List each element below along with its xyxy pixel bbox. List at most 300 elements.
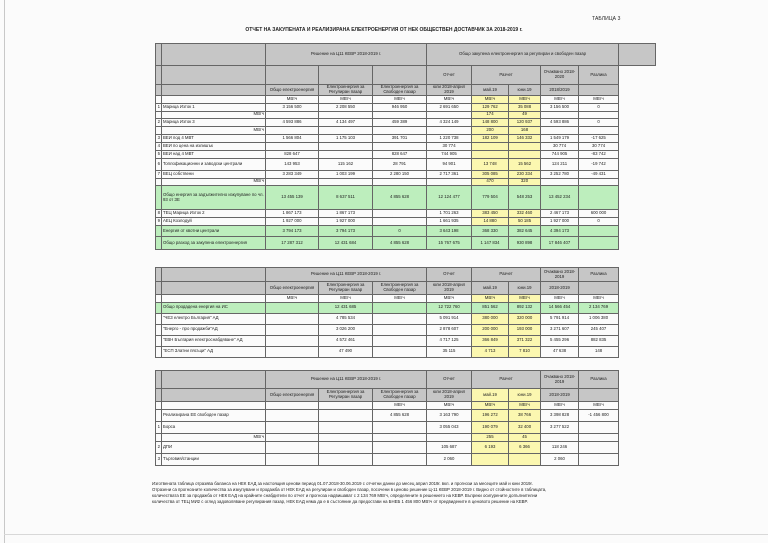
cell [373, 127, 427, 135]
table-row [156, 441, 656, 453]
regulated-value: 2 208 550 [319, 103, 373, 111]
cell [266, 409, 319, 421]
table-row [156, 186, 656, 210]
cell [373, 178, 427, 186]
table-row [156, 111, 656, 119]
note-line: количествата ЕЕ за продажба от НЕК ЕАД на крайните снабдители по отчет и прогноза надвишават с 2 134 769 МВтч, определените в решението на КЕВР. Въпреки осигурените допълнителни [152, 493, 538, 498]
purchased-energy-table [155, 43, 656, 250]
jun-value: 7 810 [509, 346, 541, 357]
may-value [472, 142, 509, 150]
cell [373, 346, 427, 357]
cell [266, 302, 319, 313]
free-value: 0 [373, 226, 427, 237]
jun-value: 168 [509, 127, 541, 135]
row-index: 3 [156, 134, 162, 142]
decision-header: Решение на Ц11 КЕВР 2018-2019 г. [266, 44, 427, 66]
expected-value: 14 566 454 [541, 302, 579, 313]
jun-value: 50 185 [509, 218, 541, 226]
expected-value: 3 252 780 [541, 170, 579, 178]
cell [373, 111, 427, 119]
regulated-value: 4 134 497 [319, 119, 373, 127]
may-value: 14 880 [472, 218, 509, 226]
diff-header: Разлика [579, 268, 619, 282]
row-name: ВЕИ над 4 МВТ [162, 150, 266, 158]
may-value: 305 085 [472, 170, 509, 178]
total-value: 3 156 500 [266, 103, 319, 111]
table-row [156, 237, 656, 250]
calc-header: Разчет [472, 371, 541, 389]
col-free: Електроенергия за Свободен пазар [373, 85, 427, 96]
table-row [156, 103, 656, 111]
cell [266, 335, 319, 346]
unit-label: МВтч [266, 295, 319, 303]
table-row [156, 210, 656, 218]
unit-label: МВтч [427, 402, 472, 410]
col-total: Общо електроенергия [266, 389, 319, 402]
expected-header: Очаквано 2018-2019 [541, 268, 579, 282]
unit-label: МВтч [266, 96, 319, 104]
unit-label: МВтч [373, 96, 427, 104]
expected-value: 47 638 [541, 346, 579, 357]
diff-value [579, 453, 619, 465]
regulated-value: 8 637 511 [319, 186, 373, 210]
row-name: Енергия от квотни централи [162, 226, 266, 237]
report-value: 12 722 760 [427, 302, 472, 313]
row-name: Реализирана ЕЕ свободен пазар [162, 409, 266, 421]
row-name: Общо разход за закупена електроенергия [162, 237, 266, 250]
cell [541, 111, 579, 119]
diff-value: 2 134 769 [579, 302, 619, 313]
diff-value: -1 456 800 [579, 409, 619, 421]
total-value: 1 566 804 [266, 134, 319, 142]
regulated-value: 4 785 534 [319, 313, 373, 324]
jun-value: 6 366 [509, 441, 541, 453]
row-name: "Енерго - про продажби"АД [162, 324, 266, 335]
regulated-value: 12 431 685 [319, 302, 373, 313]
cell [319, 127, 373, 135]
row-name: "ЧЕЗ електро България" АД [162, 313, 266, 324]
may-value: 255 [472, 433, 509, 441]
jun-value [509, 453, 541, 465]
table-row [156, 453, 656, 465]
may-value: 366 849 [472, 335, 509, 346]
may-value: 200 [472, 127, 509, 135]
expected-value: 3 271 607 [541, 324, 579, 335]
total-value: 17 287 312 [266, 237, 319, 250]
row-index: 1 [156, 421, 162, 433]
may-value: 129 762 [472, 103, 509, 111]
may-value: 200 000 [472, 324, 509, 335]
expected-value: 744 905 [541, 150, 579, 158]
report-header: Отчет [427, 66, 472, 85]
diff-value: 882 835 [579, 335, 619, 346]
free-value: 4 855 628 [373, 237, 427, 250]
unit-label: МВтч [162, 433, 266, 441]
cell [541, 433, 579, 441]
may-value: 4 713 [472, 346, 509, 357]
row-index: 2 [156, 119, 162, 127]
col-may: май.19 [472, 282, 509, 295]
unit-label: МВтч [162, 127, 266, 135]
jun-value: 320 [509, 178, 541, 186]
may-value: 6 193 [472, 441, 509, 453]
free-value [373, 218, 427, 226]
unit-label: МВтч [579, 96, 619, 104]
diff-value: -49 431 [579, 170, 619, 178]
may-value: 380 000 [472, 313, 509, 324]
regulated-value: 3 794 173 [319, 226, 373, 237]
cell [427, 127, 472, 135]
total-value [266, 142, 319, 150]
diff-value: 148 [579, 346, 619, 357]
row-index: 4 [156, 142, 162, 150]
free-value [373, 142, 427, 150]
note-line: Изготвената таблица отразява баланса на НЕК ЕАД за настоящия ценови период 01.07.2018-30.06.2019 с отчетни данни до месец април 2019г. вкл. и прогнози за месеците май и юни 2019г. [152, 481, 533, 486]
report-value: 3 055 043 [427, 421, 472, 433]
col-free: Електроенергия за Свободен пазар [373, 282, 427, 295]
cell [266, 421, 319, 433]
report-value: 1 220 738 [427, 134, 472, 142]
total-value: 13 455 139 [266, 186, 319, 210]
table-row [156, 324, 656, 335]
table-row [156, 335, 656, 346]
diff-value: 0 [579, 103, 619, 111]
table-row [156, 150, 656, 158]
may-value: 470 [472, 178, 509, 186]
row-name: Общо енергия за задължително изкупуване по чл. 93 от ЗЕ [162, 186, 266, 210]
may-value: 13 748 [472, 158, 509, 170]
may-value: 851 562 [472, 302, 509, 313]
report-value: 35 115 [427, 346, 472, 357]
calc-header: Разчет [472, 268, 541, 282]
page-edge-bottom [4, 534, 768, 535]
report-value: 30 774 [427, 142, 472, 150]
expected-value: 4 394 173 [541, 226, 579, 237]
free-value [373, 210, 427, 218]
cell [319, 178, 373, 186]
expected-value: 3 277 522 [541, 421, 579, 433]
col-regulated: Електроенергия за Регулиран пазар [319, 282, 373, 295]
report-value: 94 901 [427, 158, 472, 170]
col-jun: юни.19 [509, 389, 541, 402]
cell [319, 441, 373, 453]
decision-header: Решение на Ц11 КЕВР 2018-2019 г. [266, 371, 427, 389]
may-value: 196 272 [472, 409, 509, 421]
free-market-table [155, 370, 656, 466]
table-number-label: ТАБЛИЦА 3 [592, 16, 621, 22]
diff-value: 1 006 380 [579, 313, 619, 324]
note-line: количества от ТЕЦ МИ2 с оглед задоволяване регулирания пазар, НЕК ЕАД няма да е в състояние да предостави на БНЕБ 1 456 800 МВтч от предвидените в ценовото решение на КЕВР. [152, 499, 528, 504]
free-value: 2 280 150 [373, 170, 427, 178]
sold-energy-table [155, 267, 656, 358]
expected-value: 13 452 234 [541, 186, 579, 210]
report-value: 744 905 [427, 150, 472, 158]
cell [579, 127, 619, 135]
diff-value: -83 742 [579, 150, 619, 158]
jun-value: 45 [509, 433, 541, 441]
row-index: 6 [156, 158, 162, 170]
cell [266, 324, 319, 335]
expected-value: 5 455 296 [541, 335, 579, 346]
col-total: Общо електроенергия [266, 282, 319, 295]
may-value [472, 453, 509, 465]
col-jun: юни.19 [509, 282, 541, 295]
diff-value: -17 625 [579, 134, 619, 142]
cell [579, 111, 619, 119]
may-value [472, 150, 509, 158]
row-index: 8 [156, 210, 162, 218]
diff-value: -19 742 [579, 158, 619, 170]
expected-value: 3 398 828 [541, 409, 579, 421]
unit-label: МВтч [541, 295, 579, 303]
cell [266, 453, 319, 465]
diff-value [579, 186, 619, 210]
col-year: 2018/2019 [541, 85, 579, 96]
jun-value: 35 088 [509, 103, 541, 111]
expected-value: 2 060 [541, 453, 579, 465]
row-name: Марица Изток 1 [162, 103, 266, 111]
row-index: 3 [156, 453, 162, 465]
report-value: 2 878 607 [427, 324, 472, 335]
free-value: 459 389 [373, 119, 427, 127]
table-row [156, 119, 656, 127]
col-free: Електроенергия за Свободен пазар [373, 389, 427, 402]
report-value: 2 060 [427, 453, 472, 465]
cell [373, 302, 427, 313]
diff-value [579, 226, 619, 237]
expected-header: Очаквано 2018-2020 [541, 66, 579, 85]
col-year: 2018-2019 [541, 282, 579, 295]
regulated-value [319, 150, 373, 158]
diff-header: Разлика [579, 371, 619, 389]
diff-header: Разлика [579, 66, 619, 85]
jun-value: 382 645 [509, 226, 541, 237]
jun-value: 371 322 [509, 335, 541, 346]
unit-label: МВтч [319, 96, 373, 104]
expected-value: 1 927 000 [541, 218, 579, 226]
unit-label: МВтч [509, 295, 541, 303]
unit-label: МВтч [162, 111, 266, 119]
total-value: 1 867 173 [266, 210, 319, 218]
col-regulated: Електроенергия за Регулиран пазар [319, 389, 373, 402]
report-value: 3 163 790 [427, 409, 472, 421]
may-value: 190 079 [472, 421, 509, 433]
unit-label: МВтч [579, 402, 619, 410]
cell [373, 313, 427, 324]
may-value: 148 800 [472, 119, 509, 127]
row-index: 5 [156, 150, 162, 158]
regulated-value: 1 175 103 [319, 134, 373, 142]
cell [266, 127, 319, 135]
col-period: юли 2018-април 2019 [427, 282, 472, 295]
report-value: 105 687 [427, 441, 472, 453]
table-row [156, 127, 656, 135]
row-name: Топлофикационни и заводски централи [162, 158, 266, 170]
report-value: 12 124 477 [427, 186, 472, 210]
unit-label: МВтч [541, 402, 579, 410]
regulated-value: 1 003 199 [319, 170, 373, 178]
report-header: Отчет [427, 268, 472, 282]
report-value: 2 717 361 [427, 170, 472, 178]
report-value: 4 717 125 [427, 335, 472, 346]
table-row [156, 409, 656, 421]
jun-value: 230 334 [509, 170, 541, 178]
row-name: Марица Изток 3 [162, 119, 266, 127]
jun-value: 548 253 [509, 186, 541, 210]
document-title: ОТЧЕТ НА ЗАКУПЕНАТА И РЕАЛИЗИРАНА ЕЛЕКТРОЕНЕРГИЯ ОТ НЕК ОБЩЕСТВЕН ДОСТАВЧИК ЗА 2018-2019 г. [245, 27, 523, 33]
row-name: Общо продадена енергия на ИС [162, 302, 266, 313]
unit-label: МВтч [509, 402, 541, 410]
may-value: 779 504 [472, 186, 509, 210]
may-value: 383 450 [472, 210, 509, 218]
expected-value: 30 774 [541, 142, 579, 150]
regulated-value: 12 431 684 [319, 237, 373, 250]
may-value: 1 147 834 [472, 237, 509, 250]
cell [541, 127, 579, 135]
jun-value: 32 400 [509, 421, 541, 433]
expected-header: Очаквано 2018-2019 [541, 371, 579, 389]
free-value [373, 421, 427, 433]
jun-value [509, 142, 541, 150]
unit-label: МВтч [509, 96, 541, 104]
col-may: май.19 [472, 85, 509, 96]
may-value: 182 109 [472, 134, 509, 142]
jun-value: 38 766 [509, 409, 541, 421]
report-value: 15 767 675 [427, 237, 472, 250]
total-value: 4 593 886 [266, 119, 319, 127]
unit-label: МВтч [427, 96, 472, 104]
diff-value: 0 [579, 218, 619, 226]
unit-label: МВтч [472, 96, 509, 104]
table-row [156, 346, 656, 357]
report-value: 4 324 149 [427, 119, 472, 127]
table-row [156, 302, 656, 313]
diff-value: 245 407 [579, 324, 619, 335]
free-value: 28 791 [373, 158, 427, 170]
regulated-value: 4 572 461 [319, 335, 373, 346]
cell [319, 421, 373, 433]
diff-value [579, 421, 619, 433]
row-name: "ЕСП Златни пясъци" АД [162, 346, 266, 357]
row-name: Борса [162, 421, 266, 433]
cell [427, 433, 472, 441]
row-index: 9 [156, 218, 162, 226]
cell [266, 313, 319, 324]
expected-value: 124 211 [541, 158, 579, 170]
table-row [156, 433, 656, 441]
free-value: 828 647 [373, 150, 427, 158]
cell [427, 111, 472, 119]
footnotes [152, 481, 712, 505]
regulated-value: 47 490 [319, 346, 373, 357]
row-index: 1 [156, 103, 162, 111]
cell [266, 433, 319, 441]
table-row [156, 421, 656, 433]
note-line: Отразени са прогнозните количества за изкупуване и продажба от НЕК ЕАД на регулиран и свободен пазар, посочени в ценово решение Ц-11 КЕВР 2018-2019 г. Видно от стойностите в таблицата, [152, 487, 547, 492]
table-row [156, 218, 656, 226]
unit-label: МВтч [541, 96, 579, 104]
expected-value: 17 846 407 [541, 237, 579, 250]
table-row [156, 134, 656, 142]
total-value: 828 647 [266, 150, 319, 158]
unit-label: МВтч [579, 295, 619, 303]
cell [319, 409, 373, 421]
expected-value: 118 246 [541, 441, 579, 453]
unit-label: МВтч [373, 295, 427, 303]
row-name: Търговия/станции [162, 453, 266, 465]
total-value: 3 283 349 [266, 170, 319, 178]
jun-value: 146 332 [509, 134, 541, 142]
row-name: "ЕВН България електроснабдяване" АД [162, 335, 266, 346]
col-period: юли 2018-април 2019 [427, 389, 472, 402]
col-total: Общо електроенергия [266, 85, 319, 96]
jun-value: 320 000 [509, 313, 541, 324]
col-may: май.19 [472, 389, 509, 402]
expected-value: 2 467 173 [541, 210, 579, 218]
jun-value: 49 [509, 111, 541, 119]
report-value: 3 643 198 [427, 226, 472, 237]
cell [319, 453, 373, 465]
cell [541, 178, 579, 186]
cell [373, 335, 427, 346]
may-value: 368 330 [472, 226, 509, 237]
expected-value: 5 791 914 [541, 313, 579, 324]
expected-value: 3 156 500 [541, 103, 579, 111]
cell [373, 324, 427, 335]
cell [266, 441, 319, 453]
page-edge [4, 0, 5, 543]
unit-label: МВтч [373, 402, 427, 410]
col-regulated: Електроенергия за Регулиран пазар [319, 85, 373, 96]
diff-value [579, 237, 619, 250]
unit-label: МВтч [472, 402, 509, 410]
expected-value: 1 549 179 [541, 134, 579, 142]
unit-label: МВтч [319, 295, 373, 303]
report-value: 1 701 263 [427, 210, 472, 218]
row-name: ВЕЦ собствени [162, 170, 266, 178]
row-name: ВЕИ под 4 МВТ [162, 134, 266, 142]
table-row [156, 158, 656, 170]
row-index: 7 [156, 170, 162, 178]
table-row [156, 170, 656, 178]
table-row [156, 178, 656, 186]
free-value: 391 701 [373, 134, 427, 142]
col-period: юли 2018-април 2019 [427, 85, 472, 96]
jun-value [509, 150, 541, 158]
free-value [373, 441, 427, 453]
total-value: 1 927 000 [266, 218, 319, 226]
diff-value: 30 774 [579, 142, 619, 150]
row-index: 2 [156, 441, 162, 453]
cell [319, 433, 373, 441]
report-value: 5 091 914 [427, 313, 472, 324]
report-value: 2 691 650 [427, 103, 472, 111]
jun-value: 15 562 [509, 158, 541, 170]
jun-value: 193 000 [509, 324, 541, 335]
diff-value: 600 000 [579, 210, 619, 218]
table-row [156, 226, 656, 237]
regulated-value: 1 867 173 [319, 210, 373, 218]
decision-header: Решение на Ц11 КЕВР 2018-2019 г. [266, 268, 427, 282]
unit-label: МВтч [162, 178, 266, 186]
table-row [156, 313, 656, 324]
col-year: 2018-2019 [541, 389, 579, 402]
report-header: Отчет [427, 371, 472, 389]
free-value: 4 855 628 [373, 186, 427, 210]
regulated-value: 1 927 000 [319, 218, 373, 226]
jun-value: 120 937 [509, 119, 541, 127]
jun-value: 332 460 [509, 210, 541, 218]
